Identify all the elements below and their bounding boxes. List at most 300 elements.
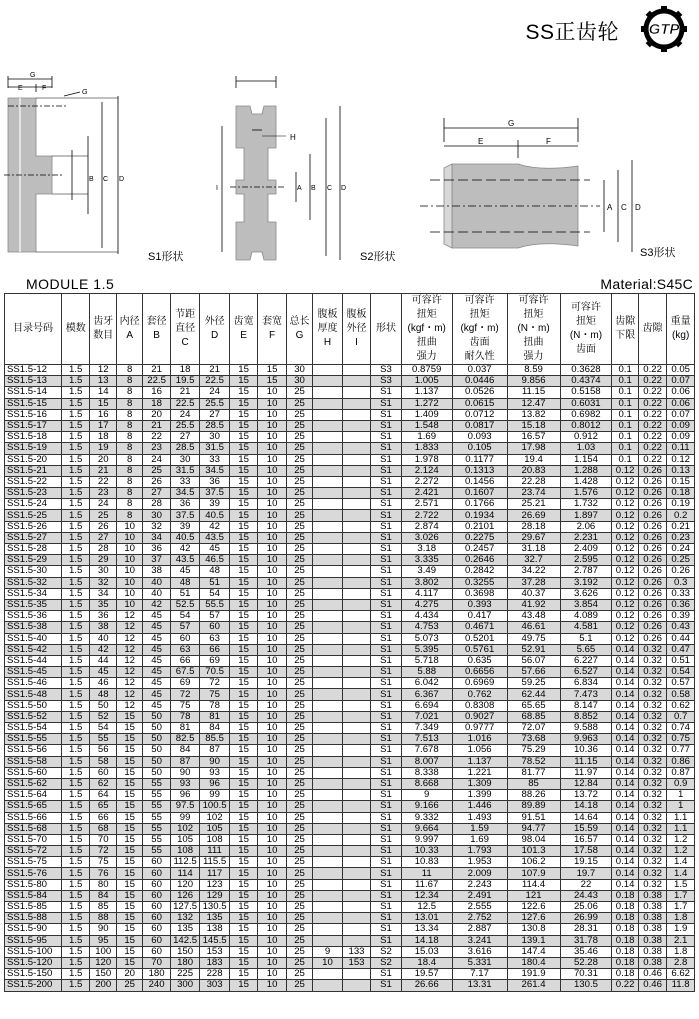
table-cell: 8.668 bbox=[401, 778, 452, 789]
table-cell: 25 bbox=[286, 555, 312, 566]
table-cell bbox=[313, 622, 343, 633]
table-cell: 1.5 bbox=[61, 924, 89, 935]
catalog-number-cell: SS1.5-15 bbox=[5, 398, 62, 409]
table-cell: 1.016 bbox=[452, 734, 507, 745]
dim-d-s1: D bbox=[119, 176, 125, 183]
table-cell: 1.5 bbox=[61, 555, 89, 566]
table-cell: 1.221 bbox=[452, 767, 507, 778]
table-row bbox=[5, 398, 695, 409]
table-cell: 17.58 bbox=[560, 846, 612, 857]
table-cell: 51 bbox=[200, 577, 230, 588]
table-cell: 96 bbox=[200, 778, 230, 789]
table-cell: 2.409 bbox=[560, 544, 612, 555]
table-cell: 1.5 bbox=[61, 902, 89, 913]
table-cell: 18 bbox=[170, 365, 200, 376]
table-cell: 0.32 bbox=[638, 767, 666, 778]
table-cell: 25 bbox=[286, 544, 312, 555]
table-cell: 15 bbox=[116, 778, 142, 789]
table-cell: 55.5 bbox=[200, 599, 230, 610]
table-cell: 21 bbox=[143, 365, 170, 376]
table-cell bbox=[342, 532, 370, 543]
table-cell: 50 bbox=[143, 734, 170, 745]
table-cell bbox=[342, 544, 370, 555]
table-cell: 1.5 bbox=[61, 588, 89, 599]
table-cell: 15 bbox=[229, 734, 257, 745]
table-cell: 72 bbox=[90, 846, 116, 857]
catalog-number-cell: SS1.5-35 bbox=[5, 599, 62, 610]
table-cell: 1.5 bbox=[61, 946, 89, 957]
table-cell: 25 bbox=[286, 823, 312, 834]
table-cell bbox=[313, 521, 343, 532]
table-cell: 40 bbox=[143, 588, 170, 599]
table-cell: 17 bbox=[90, 420, 116, 431]
table-cell: 15 bbox=[229, 756, 257, 767]
table-cell: 0.25 bbox=[667, 555, 695, 566]
table-cell: 15 bbox=[116, 879, 142, 890]
table-cell: 50 bbox=[143, 745, 170, 756]
table-cell bbox=[313, 734, 343, 745]
table-row bbox=[5, 857, 695, 868]
catalog-number-cell: SS1.5-60 bbox=[5, 767, 62, 778]
dim-a-s3: A bbox=[607, 203, 613, 212]
table-cell: 7.021 bbox=[401, 711, 452, 722]
table-cell: 0.22 bbox=[638, 398, 666, 409]
table-cell: 0.9027 bbox=[452, 711, 507, 722]
table-cell: 0.1 bbox=[612, 376, 638, 387]
table-cell bbox=[342, 555, 370, 566]
table-cell: 56.07 bbox=[507, 655, 560, 666]
table-cell: 0.12 bbox=[612, 555, 638, 566]
table-cell: 8 bbox=[116, 510, 142, 521]
table-cell: 0.06 bbox=[667, 398, 695, 409]
table-cell: 11.15 bbox=[507, 387, 560, 398]
table-cell: 12 bbox=[116, 689, 142, 700]
table-cell: 72 bbox=[170, 689, 200, 700]
table-cell: S1 bbox=[371, 387, 402, 398]
table-cell: 22.28 bbox=[507, 476, 560, 487]
table-cell: 10 bbox=[258, 555, 286, 566]
table-cell: 0.2 bbox=[667, 510, 695, 521]
table-cell: 10 bbox=[116, 532, 142, 543]
table-cell: 72.07 bbox=[507, 723, 560, 734]
table-cell: 0.14 bbox=[612, 801, 638, 812]
table-cell: 0.38 bbox=[638, 946, 666, 957]
table-cell: 15 bbox=[258, 376, 286, 387]
logo-text: GTP bbox=[648, 21, 680, 38]
table-cell: 115.5 bbox=[200, 857, 230, 868]
catalog-number-cell: SS1.5-21 bbox=[5, 465, 62, 476]
catalog-number-cell: SS1.5-46 bbox=[5, 678, 62, 689]
table-cell: 45 bbox=[143, 622, 170, 633]
table-cell: 0.32 bbox=[638, 678, 666, 689]
table-cell: 9.963 bbox=[560, 734, 612, 745]
table-cell bbox=[313, 834, 343, 845]
table-cell: 105 bbox=[170, 834, 200, 845]
table-cell: 15 bbox=[229, 555, 257, 566]
table-cell: 8 bbox=[116, 465, 142, 476]
table-cell: 19.5 bbox=[170, 376, 200, 387]
table-row bbox=[5, 723, 695, 734]
table-cell: 120 bbox=[90, 957, 116, 968]
table-cell: 18.4 bbox=[401, 957, 452, 968]
table-cell: 15 bbox=[229, 633, 257, 644]
table-cell: S1 bbox=[371, 555, 402, 566]
table-cell: 25 bbox=[286, 969, 312, 980]
table-cell: 15 bbox=[229, 499, 257, 510]
table-cell: 22 bbox=[90, 476, 116, 487]
table-head bbox=[5, 294, 695, 365]
table-cell: 5.395 bbox=[401, 644, 452, 655]
table-row bbox=[5, 387, 695, 398]
table-row bbox=[5, 532, 695, 543]
table-cell: 1.5 bbox=[61, 420, 89, 431]
table-cell: 89.89 bbox=[507, 801, 560, 812]
table-cell: S1 bbox=[371, 488, 402, 499]
table-cell: S1 bbox=[371, 633, 402, 644]
table-cell: S1 bbox=[371, 678, 402, 689]
table-row bbox=[5, 890, 695, 901]
table-cell bbox=[342, 857, 370, 868]
column-header-line: (N・m) bbox=[517, 323, 550, 334]
table-cell: 1.5 bbox=[61, 521, 89, 532]
table-cell: 0.12 bbox=[612, 611, 638, 622]
table-cell: 12.5 bbox=[401, 902, 452, 913]
catalog-number-cell: SS1.5-50 bbox=[5, 700, 62, 711]
table-cell: 40 bbox=[90, 633, 116, 644]
table-cell: 15.18 bbox=[507, 420, 560, 431]
catalog-number-cell: SS1.5-24 bbox=[5, 499, 62, 510]
table-cell: 4.117 bbox=[401, 588, 452, 599]
table-cell bbox=[313, 823, 343, 834]
table-cell: 15 bbox=[229, 667, 257, 678]
table-cell: 25 bbox=[286, 454, 312, 465]
table-cell: 6.042 bbox=[401, 678, 452, 689]
table-cell: 22 bbox=[560, 879, 612, 890]
table-cell: 25.5 bbox=[200, 398, 230, 409]
table-cell: 0.4671 bbox=[452, 622, 507, 633]
table-cell: 15.03 bbox=[401, 946, 452, 957]
table-cell: 0.46 bbox=[638, 980, 666, 991]
table-cell: 24 bbox=[170, 409, 200, 420]
table-cell bbox=[313, 420, 343, 431]
table-cell: S1 bbox=[371, 767, 402, 778]
table-cell: 0.12 bbox=[612, 599, 638, 610]
table-cell: 66 bbox=[200, 644, 230, 655]
table-cell: 10 bbox=[258, 890, 286, 901]
table-cell: 25 bbox=[286, 868, 312, 879]
column-header-line: 外径 bbox=[204, 316, 225, 327]
table-cell: 0.44 bbox=[667, 633, 695, 644]
table-cell: 45 bbox=[143, 644, 170, 655]
table-cell: 15 bbox=[229, 454, 257, 465]
column-header-line: B bbox=[153, 330, 160, 341]
table-cell: 30 bbox=[90, 566, 116, 577]
table-cell: 2.595 bbox=[560, 555, 612, 566]
table-cell: 45 bbox=[143, 633, 170, 644]
table-cell bbox=[313, 465, 343, 476]
table-cell: 0.14 bbox=[612, 689, 638, 700]
table-cell: 0.26 bbox=[638, 611, 666, 622]
table-cell: 10 bbox=[258, 488, 286, 499]
table-cell: S3 bbox=[371, 376, 402, 387]
table-cell: 38 bbox=[90, 622, 116, 633]
table-cell: 126 bbox=[170, 890, 200, 901]
table-cell: 0.14 bbox=[612, 778, 638, 789]
column-header-line: 强力 bbox=[523, 351, 544, 362]
table-cell: 240 bbox=[143, 980, 170, 991]
table-cell: 108 bbox=[170, 846, 200, 857]
table-cell: 0.2457 bbox=[452, 544, 507, 555]
table-cell: S1 bbox=[371, 913, 402, 924]
table-cell: 2.555 bbox=[452, 902, 507, 913]
table-cell: 15 bbox=[229, 544, 257, 555]
table-cell: 37.28 bbox=[507, 577, 560, 588]
table-cell bbox=[313, 980, 343, 991]
table-cell: 15 bbox=[116, 767, 142, 778]
table-cell: S1 bbox=[371, 846, 402, 857]
table-cell: 1.7 bbox=[667, 890, 695, 901]
table-cell: 96 bbox=[170, 790, 200, 801]
catalog-number-cell: SS1.5-27 bbox=[5, 532, 62, 543]
table-row bbox=[5, 801, 695, 812]
table-row bbox=[5, 577, 695, 588]
table-cell: 1.5 bbox=[61, 488, 89, 499]
table-cell: 0.05 bbox=[667, 365, 695, 376]
column-header-line: 下限 bbox=[615, 330, 636, 341]
table-cell: 1.8 bbox=[667, 946, 695, 957]
table-cell bbox=[342, 879, 370, 890]
table-cell: 0.18 bbox=[667, 488, 695, 499]
table-cell: 1.03 bbox=[560, 443, 612, 454]
dim-a-s2: A bbox=[297, 185, 302, 192]
table-cell: 0.14 bbox=[612, 745, 638, 756]
table-cell: 0.22 bbox=[638, 432, 666, 443]
table-cell: 0.24 bbox=[667, 544, 695, 555]
table-cell: 122.6 bbox=[507, 902, 560, 913]
table-cell: 15 bbox=[229, 398, 257, 409]
table-cell: 0.32 bbox=[638, 644, 666, 655]
table-cell bbox=[313, 409, 343, 420]
table-cell: 15 bbox=[229, 711, 257, 722]
table-cell: 1 bbox=[667, 790, 695, 801]
table-cell: 1.5 bbox=[61, 510, 89, 521]
table-cell: 0.12 bbox=[612, 465, 638, 476]
table-cell: 18 bbox=[90, 432, 116, 443]
table-cell: 1.5 bbox=[61, 834, 89, 845]
table-cell: 1.5 bbox=[61, 532, 89, 543]
table-cell bbox=[342, 667, 370, 678]
table-cell: S1 bbox=[371, 420, 402, 431]
table-cell bbox=[313, 555, 343, 566]
table-cell: 15 bbox=[116, 812, 142, 823]
table-cell: 51 bbox=[170, 588, 200, 599]
table-cell: 52.28 bbox=[560, 957, 612, 968]
table-cell bbox=[313, 902, 343, 913]
table-cell: 60 bbox=[200, 622, 230, 633]
table-cell: 1.5 bbox=[61, 868, 89, 879]
table-cell: 5.718 bbox=[401, 655, 452, 666]
table-cell: 8 bbox=[116, 409, 142, 420]
table-cell: 0.47 bbox=[667, 644, 695, 655]
column-header bbox=[90, 294, 116, 365]
table-cell: 45 bbox=[200, 544, 230, 555]
table-cell: 2.8 bbox=[667, 957, 695, 968]
table-cell: S1 bbox=[371, 544, 402, 555]
table-cell: 150 bbox=[170, 946, 200, 957]
catalog-number-cell: SS1.5-20 bbox=[5, 454, 62, 465]
table-row bbox=[5, 588, 695, 599]
table-cell: 12 bbox=[116, 622, 142, 633]
table-cell: 42 bbox=[143, 599, 170, 610]
table-cell: 0.3 bbox=[667, 577, 695, 588]
table-cell: 1.5 bbox=[61, 778, 89, 789]
table-cell: 0.43 bbox=[667, 622, 695, 633]
table-cell: 1.1 bbox=[667, 812, 695, 823]
column-header-line: A bbox=[126, 330, 133, 341]
table-cell: 16.57 bbox=[507, 432, 560, 443]
table-cell: 15 bbox=[229, 935, 257, 946]
table-cell: 15 bbox=[116, 823, 142, 834]
table-cell: 11.8 bbox=[667, 980, 695, 991]
table-cell: 1.7 bbox=[667, 902, 695, 913]
table-cell: 14.64 bbox=[560, 812, 612, 823]
table-cell: 25 bbox=[286, 633, 312, 644]
table-cell: 0.14 bbox=[612, 667, 638, 678]
table-cell bbox=[313, 443, 343, 454]
table-cell: S1 bbox=[371, 398, 402, 409]
table-cell: 23 bbox=[90, 488, 116, 499]
catalog-number-cell: SS1.5-76 bbox=[5, 868, 62, 879]
table-cell: 12 bbox=[116, 611, 142, 622]
table-cell: 0.32 bbox=[638, 756, 666, 767]
column-header-line: 耐久性 bbox=[464, 351, 495, 362]
table-cell: S1 bbox=[371, 409, 402, 420]
table-cell: 58 bbox=[90, 756, 116, 767]
table-cell: 14.18 bbox=[560, 801, 612, 812]
table-cell bbox=[313, 924, 343, 935]
table-cell bbox=[313, 689, 343, 700]
table-cell: 34 bbox=[143, 532, 170, 543]
table-cell bbox=[342, 443, 370, 454]
table-cell: 11.15 bbox=[560, 756, 612, 767]
table-cell: 0.46 bbox=[638, 969, 666, 980]
catalog-number-cell: SS1.5-72 bbox=[5, 846, 62, 857]
catalog-number-cell: SS1.5-150 bbox=[5, 969, 62, 980]
table-cell: 0.38 bbox=[638, 957, 666, 968]
table-cell: 82.5 bbox=[170, 734, 200, 745]
column-header-line: 扭曲 bbox=[416, 337, 437, 348]
catalog-number-cell: SS1.5-29 bbox=[5, 555, 62, 566]
table-cell: 15 bbox=[229, 409, 257, 420]
table-row bbox=[5, 655, 695, 666]
table-cell: S1 bbox=[371, 812, 402, 823]
column-header-line: 扭矩 bbox=[523, 309, 544, 320]
table-cell: 3.49 bbox=[401, 566, 452, 577]
table-cell: 15 bbox=[229, 577, 257, 588]
table-cell: 15 bbox=[229, 432, 257, 443]
table-cell: 97.5 bbox=[170, 801, 200, 812]
table-cell: 1.5 bbox=[61, 879, 89, 890]
table-cell: 15 bbox=[116, 957, 142, 968]
table-cell bbox=[313, 510, 343, 521]
table-cell: 0.9777 bbox=[452, 723, 507, 734]
table-cell bbox=[313, 857, 343, 868]
table-cell: 25 bbox=[286, 834, 312, 845]
table-cell: 1.5 bbox=[61, 376, 89, 387]
table-cell: 0.32 bbox=[638, 868, 666, 879]
table-cell: 10 bbox=[258, 432, 286, 443]
table-cell: 10 bbox=[258, 756, 286, 767]
table-cell: 25 bbox=[286, 902, 312, 913]
table-cell: 0.1177 bbox=[452, 454, 507, 465]
table-cell: 0.32 bbox=[638, 711, 666, 722]
table-cell: 60 bbox=[90, 767, 116, 778]
table-cell: 0.14 bbox=[612, 823, 638, 834]
table-cell: 300 bbox=[170, 980, 200, 991]
table-row bbox=[5, 756, 695, 767]
table-cell: 19 bbox=[90, 443, 116, 454]
table-cell: 15 bbox=[229, 689, 257, 700]
column-header bbox=[143, 294, 170, 365]
table-subheader bbox=[4, 275, 693, 293]
table-cell: 0.74 bbox=[667, 723, 695, 734]
column-header bbox=[5, 294, 62, 365]
table-cell: 28 bbox=[143, 499, 170, 510]
table-cell: 0.39 bbox=[667, 611, 695, 622]
table-cell: 1.5 bbox=[61, 700, 89, 711]
table-cell: 10 bbox=[116, 521, 142, 532]
table-cell: 70 bbox=[90, 834, 116, 845]
table-cell: 6.367 bbox=[401, 689, 452, 700]
table-cell: 17.98 bbox=[507, 443, 560, 454]
table-cell: 0.912 bbox=[560, 432, 612, 443]
table-cell: 10 bbox=[258, 420, 286, 431]
table-cell: S1 bbox=[371, 756, 402, 767]
table-cell: 0.07 bbox=[667, 409, 695, 420]
table-cell: 0.32 bbox=[638, 655, 666, 666]
table-cell bbox=[342, 409, 370, 420]
table-cell: 10 bbox=[258, 834, 286, 845]
table-cell: 25.5 bbox=[170, 420, 200, 431]
table-row bbox=[5, 443, 695, 454]
catalog-number-cell: SS1.5-200 bbox=[5, 980, 62, 991]
table-row bbox=[5, 935, 695, 946]
table-cell: 66 bbox=[170, 655, 200, 666]
table-cell: 1.5 bbox=[61, 443, 89, 454]
table-cell: 0.3698 bbox=[452, 588, 507, 599]
table-cell: 0.093 bbox=[452, 432, 507, 443]
table-cell: 10 bbox=[258, 778, 286, 789]
table-cell: 15 bbox=[229, 957, 257, 968]
table-cell: 25 bbox=[286, 924, 312, 935]
catalog-number-cell: SS1.5-100 bbox=[5, 946, 62, 957]
table-cell: 0.32 bbox=[638, 879, 666, 890]
table-cell: 0.38 bbox=[638, 890, 666, 901]
table-cell: 4.581 bbox=[560, 622, 612, 633]
table-cell bbox=[313, 935, 343, 946]
table-cell: 0.32 bbox=[638, 745, 666, 756]
column-header bbox=[507, 294, 560, 365]
table-cell: 6.62 bbox=[667, 969, 695, 980]
page-title: SS正齿轮 bbox=[525, 21, 619, 44]
table-row bbox=[5, 745, 695, 756]
table-cell: 4.753 bbox=[401, 622, 452, 633]
table-cell: 31.78 bbox=[560, 935, 612, 946]
table-cell: 0.87 bbox=[667, 767, 695, 778]
table-cell: S1 bbox=[371, 521, 402, 532]
table-cell: 0.5761 bbox=[452, 644, 507, 655]
table-cell: 0.6982 bbox=[560, 409, 612, 420]
